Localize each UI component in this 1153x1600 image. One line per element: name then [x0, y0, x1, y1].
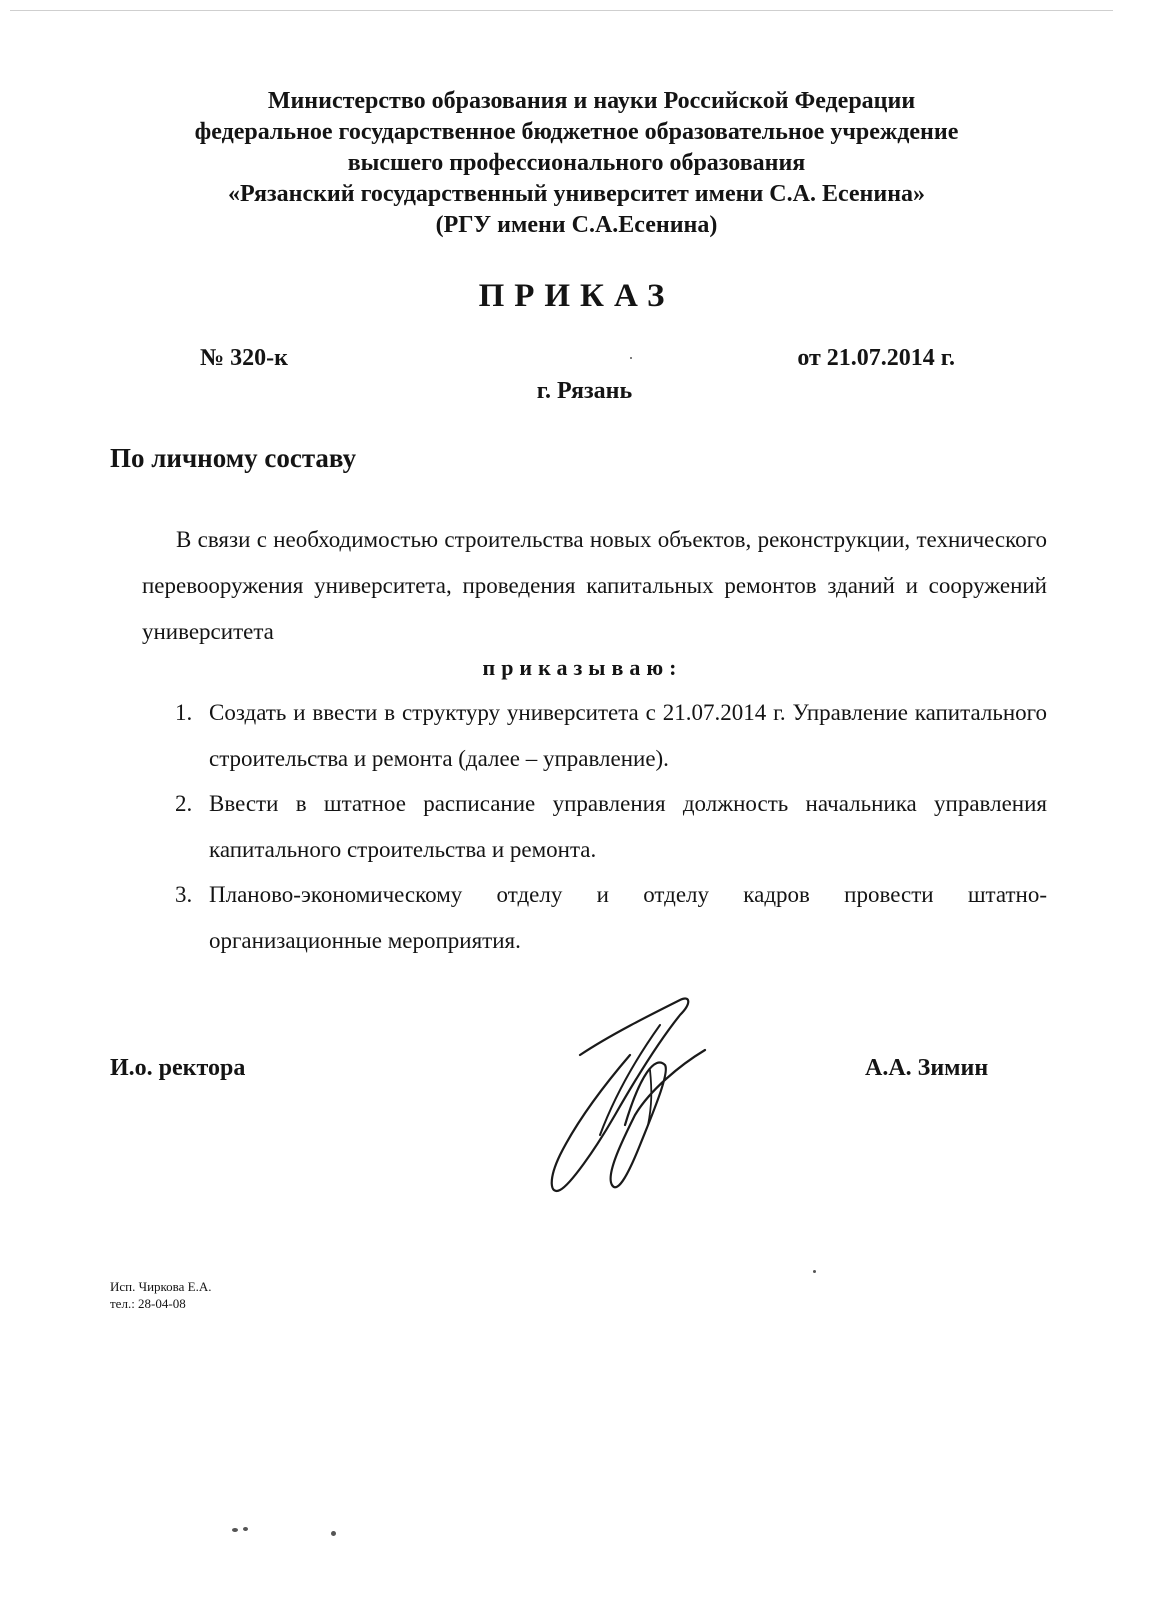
education-level-line: высшего профессионального образования	[347, 150, 806, 176]
scan-border-line	[10, 10, 1113, 11]
order-subject: По личному составу	[110, 443, 357, 473]
executor-name: Исп. Чиркова Е.А.	[110, 1279, 212, 1294]
order-number: № 320-к	[200, 345, 288, 371]
item-number: 1.	[175, 700, 193, 725]
scan-speck	[630, 357, 632, 359]
scan-speck	[813, 1270, 816, 1273]
scan-speck	[243, 1527, 248, 1531]
list-item	[175, 872, 1047, 964]
item-number: 3.	[175, 882, 193, 907]
signatory-title: И.о. ректора	[110, 1055, 246, 1081]
letterhead	[0, 86, 1153, 241]
item-text: Планово-экономическому отделу и отделу кадров провести штатно-организационные мероприятия.	[209, 882, 1047, 953]
scan-speck	[331, 1531, 336, 1536]
institution-type-line: федеральное государственное бюджетное образовательное учреждение	[194, 119, 959, 145]
order-city: г. Рязань	[536, 378, 633, 404]
list-item	[175, 781, 1047, 873]
executor-phone: тел.: 28-04-08	[110, 1296, 186, 1311]
order-items-list	[175, 690, 1047, 964]
university-name-line: «Рязанский государственный университет имени С.А. Есенина»	[227, 181, 926, 207]
executor-footer	[110, 1278, 212, 1312]
item-number: 2.	[175, 791, 193, 816]
handwritten-signature	[540, 995, 720, 1195]
preamble-paragraph: В связи с необходимостью строительства новых объектов, реконструкции, технического перевооружения университета, проведения капитальных ремонтов зданий и сооружений университета	[142, 527, 1047, 644]
signatory-name: А.А. Зимин	[865, 1055, 989, 1081]
item-text: Ввести в штатное расписание управления должность начальника управления капитального строительства и ремонта.	[209, 791, 1047, 862]
university-abbrev-line: (РГУ имени С.А.Есенина)	[435, 212, 718, 238]
scan-speck	[232, 1528, 238, 1532]
list-item	[175, 690, 1047, 782]
document-title: ПРИКАЗ	[478, 278, 675, 314]
decree-word: приказываю:	[482, 655, 683, 680]
item-text: Создать и ввести в структуру университета с 21.07.2014 г. Управление капитального строительства и ремонта (далее – управление).	[209, 700, 1047, 771]
ministry-line: Министерство образования и науки Российской Федерации	[267, 88, 916, 114]
order-date: от 21.07.2014 г.	[797, 345, 955, 371]
